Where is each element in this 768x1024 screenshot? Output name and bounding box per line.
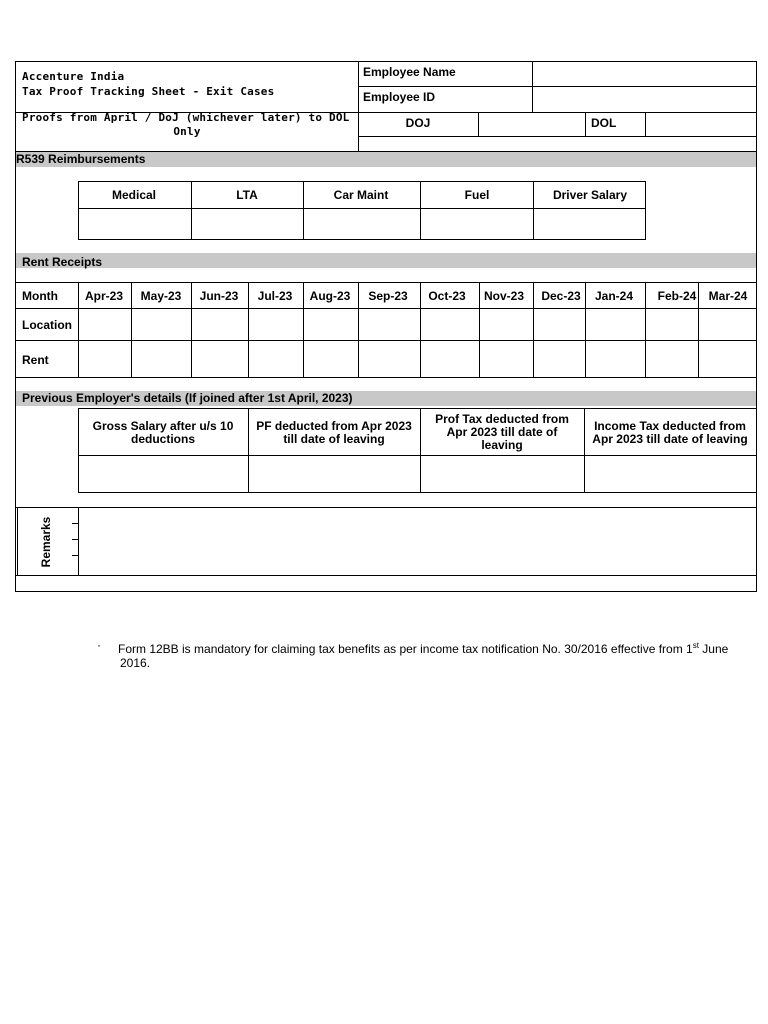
rent-month-label: Month	[22, 289, 58, 303]
rent-location-label: Location	[22, 318, 72, 332]
reimb-medical-field[interactable]	[79, 209, 190, 238]
employee-id-label: Employee ID	[363, 90, 436, 104]
prev-income-tax-field[interactable]	[585, 456, 755, 491]
rent-month-jan-24: Jan-24	[594, 289, 634, 303]
reimbursements-title: R539 Reimbursements	[16, 152, 146, 166]
reimb-lta-field[interactable]	[192, 209, 302, 238]
prev-col-gross-salary: Gross Salary after u/s 10 deductions	[92, 419, 234, 446]
prev-col-prof-tax: Prof Tax deducted from Apr 2023 till date of leaving	[435, 412, 569, 452]
rent-month-mar-24: Mar-24	[708, 289, 748, 303]
footnote-superscript: st	[692, 641, 699, 650]
rent-month-jun-23: Jun-23	[199, 289, 239, 303]
proofs-period-line2: Only	[173, 125, 201, 138]
rent-month-aug-23: Aug-23	[309, 289, 351, 303]
remarks-label: Remarks	[39, 516, 53, 568]
doj-field[interactable]	[479, 113, 584, 136]
footnote-line1	[118, 639, 728, 656]
rent-month-jul-23: Jul-23	[257, 289, 293, 303]
dol-label: DOL	[591, 116, 617, 130]
prev-pf-field[interactable]	[249, 456, 419, 491]
reimb-col-lta: LTA	[236, 188, 258, 202]
rent-month-apr-23: Apr-23	[84, 289, 124, 303]
company-name: Accenture India	[22, 70, 125, 83]
reimb-car-maint-field[interactable]	[304, 209, 419, 238]
remarks-field[interactable]	[79, 508, 755, 574]
reimb-col-car-maint: Car Maint	[333, 188, 389, 202]
previous-employer-title: Previous Employer's details (If joined after 1st April, 2023)	[22, 391, 353, 405]
employee-name-field[interactable]	[533, 62, 755, 86]
reimb-col-driver-salary: Driver Salary	[552, 188, 628, 202]
rent-month-may-23: May-23	[140, 289, 182, 303]
prev-prof-tax-field[interactable]	[421, 456, 583, 491]
prev-col-pf-deducted: PF deducted from Apr 2023 till date of leaving	[256, 419, 412, 446]
rent-location-cells[interactable]	[79, 309, 755, 339]
prev-col-income-tax: Income Tax deducted from Apr 2023 till date of leaving	[592, 419, 748, 446]
footnote-bullet: ·	[97, 638, 101, 652]
rent-month-oct-23: Oct-23	[428, 289, 466, 303]
prev-gross-salary-field[interactable]	[79, 456, 247, 491]
rent-month-nov-23: Nov-23	[483, 289, 525, 303]
sheet-title: Tax Proof Tracking Sheet - Exit Cases	[22, 85, 275, 98]
rent-receipts-band	[15, 253, 756, 268]
reimb-fuel-field[interactable]	[421, 209, 532, 238]
rent-receipts-title: Rent Receipts	[22, 255, 103, 269]
footnote-line2: 2016.	[120, 656, 151, 670]
doj-label: DOJ	[405, 116, 431, 130]
footnote-text: Form 12BB is mandatory for claiming tax benefits as per income tax notification No. 30/2016 effective from 1	[118, 642, 693, 656]
dol-field[interactable]	[646, 113, 755, 136]
employee-id-field[interactable]	[533, 87, 755, 112]
rent-amount-cells[interactable]	[79, 341, 755, 376]
rent-month-feb-24: Feb-24	[657, 289, 697, 303]
reimb-driver-salary-field[interactable]	[534, 209, 644, 238]
employee-name-label: Employee Name	[363, 65, 456, 79]
proofs-period-line1: Proofs from April / DoJ (whichever later) to DOL	[22, 111, 350, 124]
footnote-text-after: June	[698, 642, 729, 656]
rent-amount-label: Rent	[22, 353, 49, 367]
rent-month-dec-23: Dec-23	[541, 289, 581, 303]
rent-month-sep-23: Sep-23	[368, 289, 408, 303]
reimb-col-fuel: Fuel	[464, 188, 490, 202]
reimb-col-medical: Medical	[111, 188, 157, 202]
